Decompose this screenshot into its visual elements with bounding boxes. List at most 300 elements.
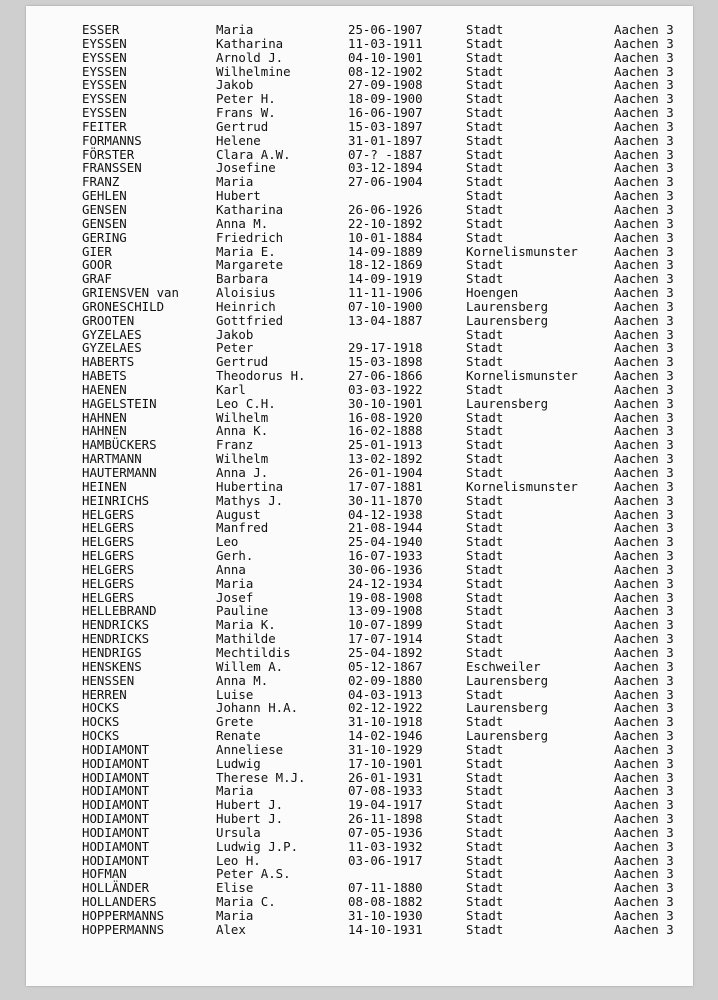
city: Aachen 3 <box>614 631 674 647</box>
birth-date: 11-11-1906 <box>348 285 423 301</box>
surname: HERREN <box>82 686 127 702</box>
given-name: Hubertina <box>216 478 284 494</box>
birth-place: Stadt <box>466 506 504 522</box>
surname: HODIAMONT <box>82 797 150 813</box>
birth-date: 15-03-1897 <box>348 118 423 134</box>
birth-place: Stadt <box>466 465 504 480</box>
surname: HENSSEN <box>82 672 135 688</box>
list-item <box>26 618 693 632</box>
list-item <box>26 258 693 272</box>
list-item <box>26 521 693 535</box>
birth-place: Laurensberg <box>466 298 549 314</box>
given-name: Ludwig J.P. <box>216 838 299 854</box>
city: Aachen 3 <box>614 312 674 328</box>
given-name: August <box>216 506 261 522</box>
list-item <box>26 674 693 688</box>
given-name: Mathilde <box>216 631 276 647</box>
birth-date: 10-01-1884 <box>348 229 423 245</box>
city: Aachen 3 <box>614 686 674 702</box>
surname: HELLEBRAND <box>82 603 157 619</box>
surname: GENSEN <box>82 215 127 231</box>
birth-place: Kornelismunster <box>466 478 578 494</box>
list-item <box>26 383 693 397</box>
surname: HAUTERMANN <box>82 465 157 480</box>
given-name: Margarete <box>216 257 284 273</box>
surname: EYSSEN <box>82 49 127 65</box>
surname: HOLLÄNDER <box>82 880 150 896</box>
record-list <box>26 23 693 937</box>
list-item <box>26 438 693 452</box>
list-item <box>26 272 693 286</box>
surname: HENDRICKS <box>82 631 150 647</box>
city: Aachen 3 <box>614 852 674 868</box>
city: Aachen 3 <box>614 492 674 508</box>
surname: EYSSEN <box>82 77 127 93</box>
surname: HELGERS <box>82 575 135 591</box>
given-name: Wilhelmine <box>216 63 291 79</box>
given-name: Maria <box>216 174 254 190</box>
list-item <box>26 245 693 259</box>
surname: GYZELAES <box>82 326 142 342</box>
birth-place: Stadt <box>466 894 504 910</box>
given-name: Alex <box>216 921 246 937</box>
city: Aachen 3 <box>614 672 674 688</box>
given-name: Theodorus H. <box>216 368 306 384</box>
list-item <box>26 895 693 909</box>
birth-place: Stadt <box>466 35 504 51</box>
given-name: Grete <box>216 714 254 730</box>
given-name: Maria <box>216 783 254 799</box>
given-name: Mechtildis <box>216 644 291 660</box>
birth-date: 16-08-1920 <box>348 409 423 425</box>
birth-place: Stadt <box>466 520 504 536</box>
city: Aachen 3 <box>614 298 674 314</box>
birth-place: Stadt <box>466 77 504 93</box>
birth-place: Stadt <box>466 644 504 660</box>
birth-date: 31-01-1897 <box>348 132 423 148</box>
birth-place: Stadt <box>466 631 504 647</box>
city: Aachen 3 <box>614 465 674 480</box>
surname: HEINRICHS <box>82 492 150 508</box>
city: Aachen 3 <box>614 77 674 93</box>
birth-date: 13-09-1908 <box>348 603 423 619</box>
list-item <box>26 715 693 729</box>
birth-place: Stadt <box>466 146 504 162</box>
list-item <box>26 549 693 563</box>
birth-date: 11-03-1932 <box>348 838 423 854</box>
birth-place: Hoengen <box>466 285 519 301</box>
birth-place: Stadt <box>466 686 504 702</box>
given-name: Maria K. <box>216 617 276 633</box>
city: Aachen 3 <box>614 700 674 716</box>
city: Aachen 3 <box>614 105 674 121</box>
surname: GRIENSVEN van <box>82 285 179 301</box>
surname: HAMBÜCKERS <box>82 437 157 453</box>
given-name: Gertrud <box>216 118 269 134</box>
list-item <box>26 300 693 314</box>
city: Aachen 3 <box>614 326 674 342</box>
surname: GRAF <box>82 271 112 287</box>
surname: FRANZ <box>82 174 120 190</box>
birth-date: 16-07-1933 <box>348 548 423 564</box>
surname: EYSSEN <box>82 63 127 79</box>
city: Aachen 3 <box>614 824 674 840</box>
list-item <box>26 743 693 757</box>
list-item <box>26 688 693 702</box>
birth-place: Stadt <box>466 340 504 356</box>
city: Aachen 3 <box>614 451 674 467</box>
city: Aachen 3 <box>614 132 674 148</box>
surname: FORMANNS <box>82 132 142 148</box>
list-item <box>26 591 693 605</box>
birth-date: 14-09-1889 <box>348 243 423 259</box>
birth-place: Stadt <box>466 797 504 813</box>
list-item <box>26 161 693 175</box>
birth-place: Stadt <box>466 160 504 176</box>
given-name: Josef <box>216 589 254 605</box>
birth-date: 19-08-1908 <box>348 589 423 605</box>
city: Aachen 3 <box>614 561 674 577</box>
city: Aachen 3 <box>614 160 674 176</box>
birth-date: 25-04-1892 <box>348 644 423 660</box>
birth-place: Stadt <box>466 548 504 564</box>
surname: HAGELSTEIN <box>82 395 157 411</box>
birth-date: 30-10-1901 <box>348 395 423 411</box>
list-item <box>26 397 693 411</box>
surname: HODIAMONT <box>82 811 150 827</box>
list-item <box>26 314 693 328</box>
list-item <box>26 328 693 342</box>
city: Aachen 3 <box>614 423 674 439</box>
surname: HENDRIGS <box>82 644 142 660</box>
list-item <box>26 854 693 868</box>
given-name: Heinrich <box>216 298 276 314</box>
city: Aachen 3 <box>614 35 674 51</box>
birth-place: Stadt <box>466 755 504 771</box>
list-item <box>26 78 693 92</box>
given-name: Johann H.A. <box>216 700 299 716</box>
birth-place: Stadt <box>466 22 504 37</box>
surname: HELGERS <box>82 506 135 522</box>
list-item <box>26 106 693 120</box>
given-name: Anna <box>216 561 246 577</box>
birth-date: 16-06-1907 <box>348 105 423 121</box>
surname: HENSKENS <box>82 658 142 674</box>
given-name: Karl <box>216 381 246 397</box>
birth-place: Stadt <box>466 603 504 619</box>
list-item <box>26 701 693 715</box>
birth-date: 02-09-1880 <box>348 672 423 688</box>
list-item <box>26 632 693 646</box>
list-item <box>26 355 693 369</box>
birth-place: Stadt <box>466 880 504 896</box>
list-item <box>26 148 693 162</box>
list-item <box>26 231 693 245</box>
given-name: Luise <box>216 686 254 702</box>
city: Aachen 3 <box>614 769 674 785</box>
city: Aachen 3 <box>614 603 674 619</box>
birth-date: 27-06-1904 <box>348 174 423 190</box>
given-name: Leo C.H. <box>216 395 276 411</box>
city: Aachen 3 <box>614 866 674 882</box>
given-name: Anna M. <box>216 672 269 688</box>
surname: GROOTEN <box>82 312 135 328</box>
list-item <box>26 563 693 577</box>
birth-place: Stadt <box>466 492 504 508</box>
given-name: Friedrich <box>216 229 284 245</box>
birth-date: 31-10-1918 <box>348 714 423 730</box>
list-item <box>26 466 693 480</box>
city: Aachen 3 <box>614 714 674 730</box>
city: Aachen 3 <box>614 506 674 522</box>
city: Aachen 3 <box>614 22 674 37</box>
given-name: Clara A.W. <box>216 146 291 162</box>
birth-place: Stadt <box>466 409 504 425</box>
given-name: Therese M.J. <box>216 769 306 785</box>
birth-place: Stadt <box>466 908 504 923</box>
list-item <box>26 452 693 466</box>
surname: HELGERS <box>82 548 135 564</box>
city: Aachen 3 <box>614 589 674 605</box>
birth-place: Laurensberg <box>466 672 549 688</box>
list-item <box>26 411 693 425</box>
city: Aachen 3 <box>614 49 674 65</box>
surname: HAENEN <box>82 381 127 397</box>
given-name: Helene <box>216 132 261 148</box>
list-item <box>26 51 693 65</box>
birth-date: 30-11-1870 <box>348 492 423 508</box>
city: Aachen 3 <box>614 811 674 827</box>
given-name: Franz <box>216 437 254 453</box>
birth-date: 04-03-1913 <box>348 686 423 702</box>
given-name: Leo <box>216 534 239 550</box>
document-page <box>26 6 693 986</box>
birth-date: 13-02-1892 <box>348 451 423 467</box>
surname: FÖRSTER <box>82 146 135 162</box>
given-name: Gerh. <box>216 548 254 564</box>
given-name: Peter <box>216 340 254 356</box>
surname: HOFMAN <box>82 866 127 882</box>
birth-place: Stadt <box>466 589 504 605</box>
birth-date: 17-07-1914 <box>348 631 423 647</box>
birth-date: 21-08-1944 <box>348 520 423 536</box>
given-name: Maria <box>216 908 254 923</box>
city: Aachen 3 <box>614 644 674 660</box>
birth-place: Eschweiler <box>466 658 541 674</box>
city: Aachen 3 <box>614 409 674 425</box>
birth-place: Stadt <box>466 229 504 245</box>
list-item <box>26 134 693 148</box>
list-item <box>26 909 693 923</box>
given-name: Anna K. <box>216 423 269 439</box>
surname: HABETS <box>82 368 127 384</box>
list-item <box>26 812 693 826</box>
birth-date: 22-10-1892 <box>348 215 423 231</box>
birth-place: Stadt <box>466 561 504 577</box>
birth-place: Stadt <box>466 354 504 370</box>
birth-place: Stadt <box>466 91 504 107</box>
surname: HOPPERMANNS <box>82 908 165 923</box>
surname: HAHNEN <box>82 409 127 425</box>
list-item <box>26 826 693 840</box>
birth-place: Stadt <box>466 118 504 134</box>
given-name: Gottfried <box>216 312 284 328</box>
birth-date: 31-10-1930 <box>348 908 423 923</box>
list-item <box>26 784 693 798</box>
given-name: Wilhelm <box>216 409 269 425</box>
given-name: Barbara <box>216 271 269 287</box>
birth-date: 03-06-1917 <box>348 852 423 868</box>
birth-date: 26-11-1898 <box>348 811 423 827</box>
surname: HARTMANN <box>82 451 142 467</box>
list-item <box>26 120 693 134</box>
surname: HELGERS <box>82 534 135 550</box>
given-name: Katharina <box>216 35 284 51</box>
given-name: Peter H. <box>216 91 276 107</box>
list-item <box>26 23 693 37</box>
birth-date: 14-09-1919 <box>348 271 423 287</box>
list-item <box>26 757 693 771</box>
city: Aachen 3 <box>614 395 674 411</box>
city: Aachen 3 <box>614 880 674 896</box>
surname: HOPPERMANNS <box>82 921 165 937</box>
given-name: Anna M. <box>216 215 269 231</box>
birth-date: 14-10-1931 <box>348 921 423 937</box>
birth-date: 07-05-1936 <box>348 824 423 840</box>
birth-place: Stadt <box>466 451 504 467</box>
given-name: Wilhelm <box>216 451 269 467</box>
birth-place: Stadt <box>466 852 504 868</box>
city: Aachen 3 <box>614 797 674 813</box>
surname: GYZELAES <box>82 340 142 356</box>
city: Aachen 3 <box>614 783 674 799</box>
birth-date: 29-17-1918 <box>348 340 423 356</box>
city: Aachen 3 <box>614 340 674 356</box>
list-item <box>26 494 693 508</box>
birth-place: Stadt <box>466 714 504 730</box>
surname: HENDRICKS <box>82 617 150 633</box>
list-item <box>26 341 693 355</box>
surname: HODIAMONT <box>82 852 150 868</box>
list-item <box>26 881 693 895</box>
given-name: Frans W. <box>216 105 276 121</box>
birth-place: Stadt <box>466 215 504 231</box>
birth-place: Stadt <box>466 575 504 591</box>
birth-place: Stadt <box>466 63 504 79</box>
city: Aachen 3 <box>614 478 674 494</box>
given-name: Ludwig <box>216 755 261 771</box>
list-item <box>26 37 693 51</box>
surname: GOOR <box>82 257 112 273</box>
birth-place: Stadt <box>466 105 504 121</box>
birth-place: Stadt <box>466 617 504 633</box>
birth-place: Stadt <box>466 271 504 287</box>
city: Aachen 3 <box>614 118 674 134</box>
birth-place: Stadt <box>466 257 504 273</box>
surname: HOCKS <box>82 714 120 730</box>
city: Aachen 3 <box>614 437 674 453</box>
birth-place: Stadt <box>466 921 504 937</box>
city: Aachen 3 <box>614 146 674 162</box>
city: Aachen 3 <box>614 575 674 591</box>
city: Aachen 3 <box>614 354 674 370</box>
city: Aachen 3 <box>614 91 674 107</box>
birth-date: 08-12-1902 <box>348 63 423 79</box>
surname: HELGERS <box>82 561 135 577</box>
birth-date: 03-12-1894 <box>348 160 423 176</box>
birth-date: 24-12-1934 <box>348 575 423 591</box>
birth-date: 27-06-1866 <box>348 368 423 384</box>
given-name: Hubert J. <box>216 811 284 827</box>
birth-date: 08-08-1882 <box>348 894 423 910</box>
list-item <box>26 217 693 231</box>
birth-date: 17-10-1901 <box>348 755 423 771</box>
birth-date: 25-04-1940 <box>348 534 423 550</box>
birth-date: 13-04-1887 <box>348 312 423 328</box>
birth-place: Stadt <box>466 381 504 397</box>
given-name: Jakob <box>216 326 254 342</box>
birth-date: 18-09-1900 <box>348 91 423 107</box>
list-item <box>26 771 693 785</box>
given-name: Josefine <box>216 160 276 176</box>
surname: HOCKS <box>82 700 120 716</box>
surname: HOCKS <box>82 728 120 744</box>
birth-date: 03-03-1922 <box>348 381 423 397</box>
list-item <box>26 369 693 383</box>
city: Aachen 3 <box>614 520 674 536</box>
given-name: Maria C. <box>216 894 276 910</box>
city: Aachen 3 <box>614 243 674 259</box>
given-name: Mathys J. <box>216 492 284 508</box>
birth-place: Stadt <box>466 423 504 439</box>
list-item <box>26 729 693 743</box>
list-item <box>26 660 693 674</box>
given-name: Manfred <box>216 520 269 536</box>
surname: GEHLEN <box>82 188 127 204</box>
list-item <box>26 840 693 854</box>
surname: HABERTS <box>82 354 135 370</box>
birth-place: Laurensberg <box>466 700 549 716</box>
city: Aachen 3 <box>614 534 674 550</box>
city: Aachen 3 <box>614 257 674 273</box>
surname: HELGERS <box>82 520 135 536</box>
birth-date: 14-02-1946 <box>348 728 423 744</box>
surname: EYSSEN <box>82 35 127 51</box>
city: Aachen 3 <box>614 548 674 564</box>
city: Aachen 3 <box>614 838 674 854</box>
given-name: Pauline <box>216 603 269 619</box>
birth-place: Kornelismunster <box>466 243 578 259</box>
surname: HODIAMONT <box>82 755 150 771</box>
birth-date: 19-04-1917 <box>348 797 423 813</box>
given-name: Katharina <box>216 201 284 217</box>
given-name: Hubert <box>216 188 261 204</box>
city: Aachen 3 <box>614 229 674 245</box>
list-item <box>26 286 693 300</box>
given-name: Peter A.S. <box>216 866 291 882</box>
city: Aachen 3 <box>614 741 674 757</box>
birth-place: Stadt <box>466 188 504 204</box>
birth-place: Stadt <box>466 769 504 785</box>
surname: EYSSEN <box>82 91 127 107</box>
list-item <box>26 604 693 618</box>
surname: HODIAMONT <box>82 824 150 840</box>
list-item <box>26 203 693 217</box>
birth-place: Stadt <box>466 783 504 799</box>
birth-date: 27-09-1908 <box>348 77 423 93</box>
surname: GRONESCHILD <box>82 298 165 314</box>
birth-date: 31-10-1929 <box>348 741 423 757</box>
